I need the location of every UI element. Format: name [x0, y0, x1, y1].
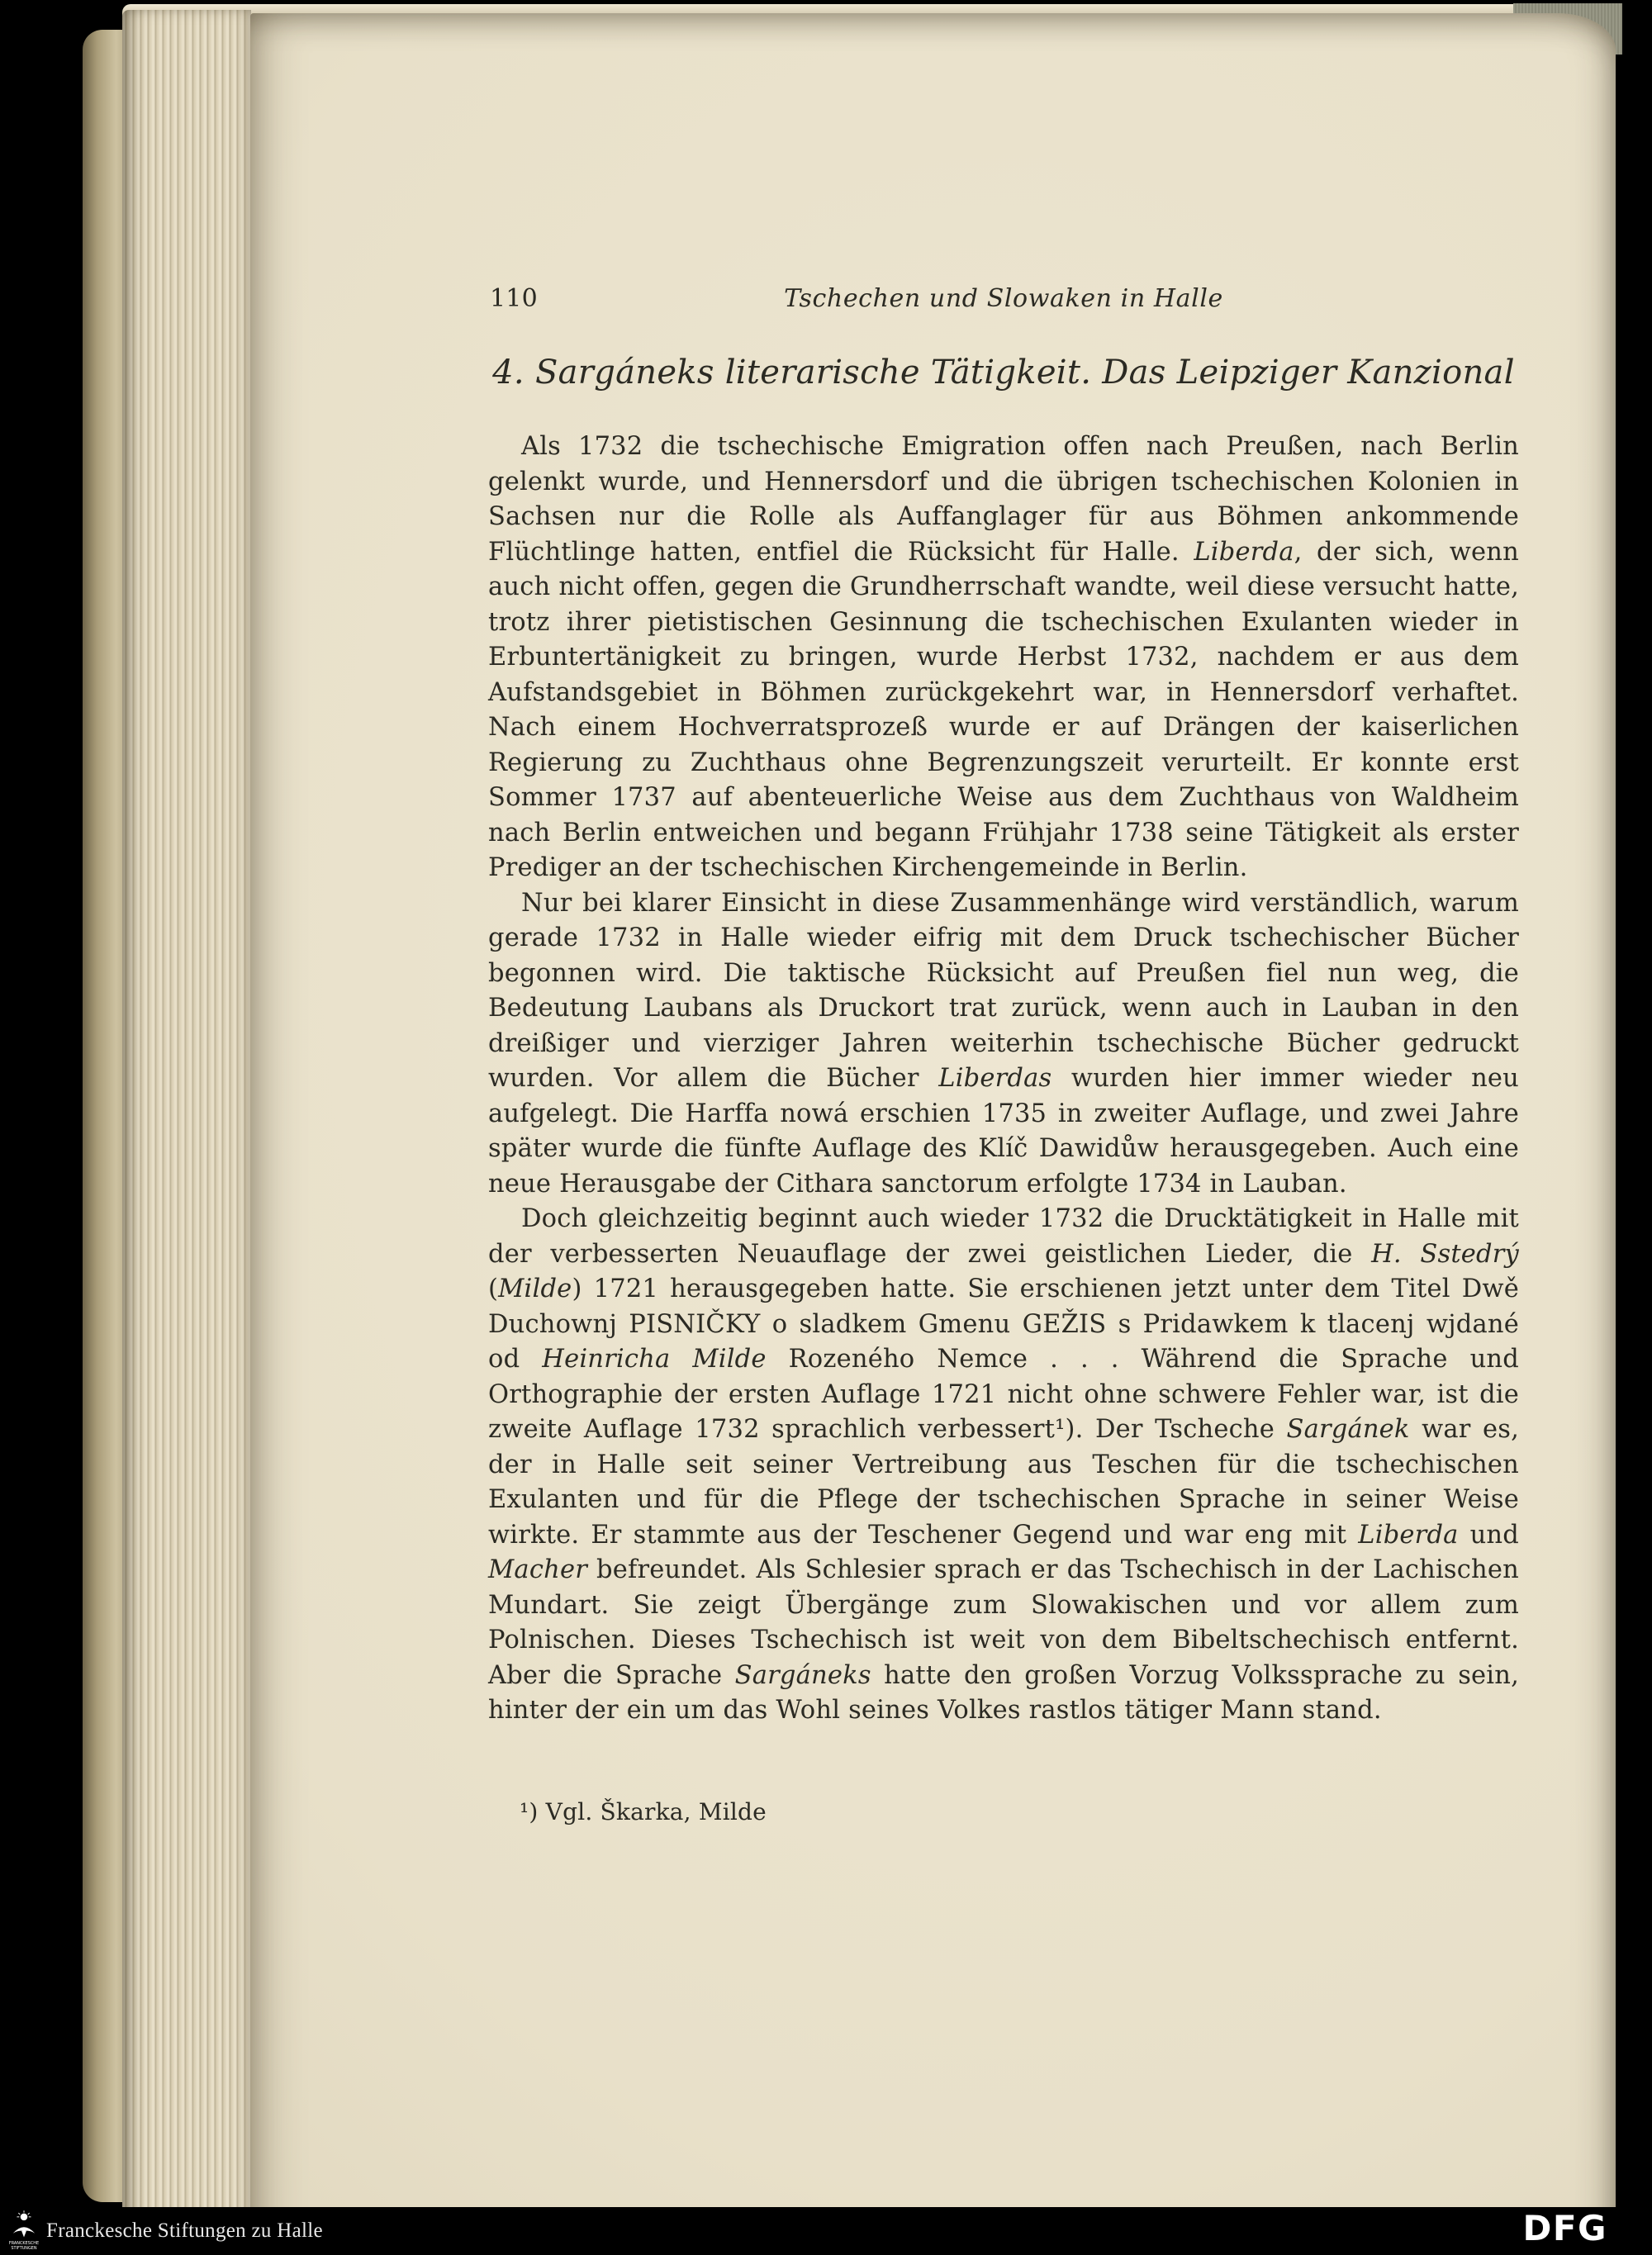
paragraph [488, 430, 1519, 886]
logo-caption-line2: STIFTUNGEN [11, 2245, 37, 2251]
italic-text: Liberda [1358, 1520, 1459, 1550]
italic-text: Sargánek [1286, 1415, 1410, 1444]
paragraph [488, 1202, 1519, 1729]
page-content [488, 284, 1519, 1825]
body-text: Doch gleichzeitig beginnt auch wieder 1732 die Drucktätigkeit in Halle mit der verbesserten Neuauflage der zwei geistlichen Lieder, die [488, 1204, 1519, 1269]
italic-text: Heinricha Milde [542, 1345, 767, 1374]
page-number: 110 [490, 284, 538, 313]
italic-text: Milde [498, 1275, 572, 1303]
body-text: wurden hier immer wieder neu aufgelegt. Die Harffa nowá erschien 1735 in zweiter Auflage, und zwei Jahre später wurde die fünfte Auflage des Klíč Dawidůw herausgegeben. Auch eine neue Herausgabe der Cithara sanctorum erfolgte 1734 in Lauban. [488, 1064, 1520, 1199]
running-header: Tschechen und Slowaken in Halle [784, 284, 1223, 313]
body-text: Nur bei klarer Einsicht in diese Zusammenhänge wird verständlich, warum gerade 1732 in Halle wieder eifrig mit dem Druck tschechischer Bücher begonnen wird. Die taktische Rücksicht auf Preußen fiel nun weg, die Bedeutung Laubans als Druckort trat zurück, wenn auch in Lauban in den dreißiger und vierziger Jahren weiterhin tschechische Bücher gedruckt wurden. Vor allem die Bücher [488, 888, 1519, 1093]
italic-text: Liberda [1194, 537, 1294, 567]
book-page [250, 13, 1616, 2255]
body-text: ) 1721 herausgegeben hatte. Sie erschienen jetzt unter dem Titel Dwě Duchownj PISNIČKY o sladkem Gmenu GEŽIS s Pridawkem k tlacenj wjdané od [488, 1275, 1519, 1374]
footnote: ¹) Vgl. Škarka, Milde [520, 1797, 767, 1825]
body-text: ( [488, 1275, 499, 1303]
body-text: befreundet. Als Schlesier sprach er das Tschechisch in der Lachischen Mundart. Sie zeigt Übergänge zum Slowakischen und vor allem zum Polnischen. Dieses Tschechisch ist weit von dem Bibeltschechisch entfernt. Aber die Sprache [488, 1555, 1519, 1690]
body-text: , der sich, wenn auch nicht offen, gegen die Grundherrschaft wandte, weil diese versucht hatte, trotz ihrer pietistischen Gesinnung die tschechischen Exulanten wieder in Erbuntertänigkeit zu bringen, wurde Herbst 1732, nachdem er aus dem Aufstandsgebiet in Böhmen zurückgekehrt war, in Hennersdorf verhaftet. Nach einem Hochverratsprozeß wurde er auf Drängen der kaiserlichen Regierung zu Zuchthaus ohne Begrenzungszeit verurteilt. Er konnte erst Sommer 1737 auf abenteuerliche Weise aus dem Zuchthaus von Waldheim nach Berlin entweichen und begann Frühjahr 1738 seine Tätigkeit als erster Prediger an der tschechischen Kirchengemeinde in Berlin. [488, 537, 1519, 882]
library-attribution: Franckesche Stiftungen zu Halle [46, 2219, 323, 2242]
body-text: und [1458, 1520, 1519, 1550]
body-text: war es, der in Halle seit seiner Vertreibung aus Teschen für die tschechischen Exulanten und für die Pflege der tschechischen Sprache in seiner Weise wirkte. Er stammte aus der Teschener Gegend und war eng mit [488, 1415, 1519, 1550]
body-text: Als 1732 die tschechische Emigration offen nach Preußen, nach Berlin gelenkt wurde, und Hennersdorf und die übrigen tschechischen Kolonien in Sachsen nur die Rolle als Auffanglager für aus Böhmen ankommende Flüchtlinge hatten, entfiel die Rücksicht für Halle. [488, 432, 1519, 567]
section-heading: 4. Sargáneks literarische Tätigkeit. Das Leipziger Kanzional [492, 354, 1515, 392]
italic-text: Liberdas [938, 1064, 1052, 1093]
body-text: Rozeného Nemce . . . Während die Sprache und Orthographie der ersten Auflage 1721 nicht ohne schwere Fehler war, ist die zweite Auflage 1732 sprachlich verbessert¹). Der Tscheche [488, 1345, 1519, 1444]
logo-caption-line1: FRANCKESCHE [8, 2241, 40, 2247]
body-text: hatte den großen Vorzug Volkssprache zu sein, hinter der ein um das Wohl seines Volkes rastlos tätiger Mann stand. [488, 1660, 1519, 1725]
dfg-logo: DFG [1522, 2208, 1607, 2248]
page-header [488, 284, 1519, 320]
body-paragraphs [488, 430, 1519, 1729]
italic-text: Sargáneks [734, 1660, 871, 1690]
italic-text: Macher [488, 1555, 587, 1584]
paragraph [488, 886, 1519, 1203]
italic-text: H. Sstedrý [1371, 1239, 1519, 1269]
franckesche-stiftungen-logo [8, 2210, 40, 2251]
book-page-stack [122, 10, 251, 2240]
viewer-footer-bar [0, 2207, 1652, 2255]
